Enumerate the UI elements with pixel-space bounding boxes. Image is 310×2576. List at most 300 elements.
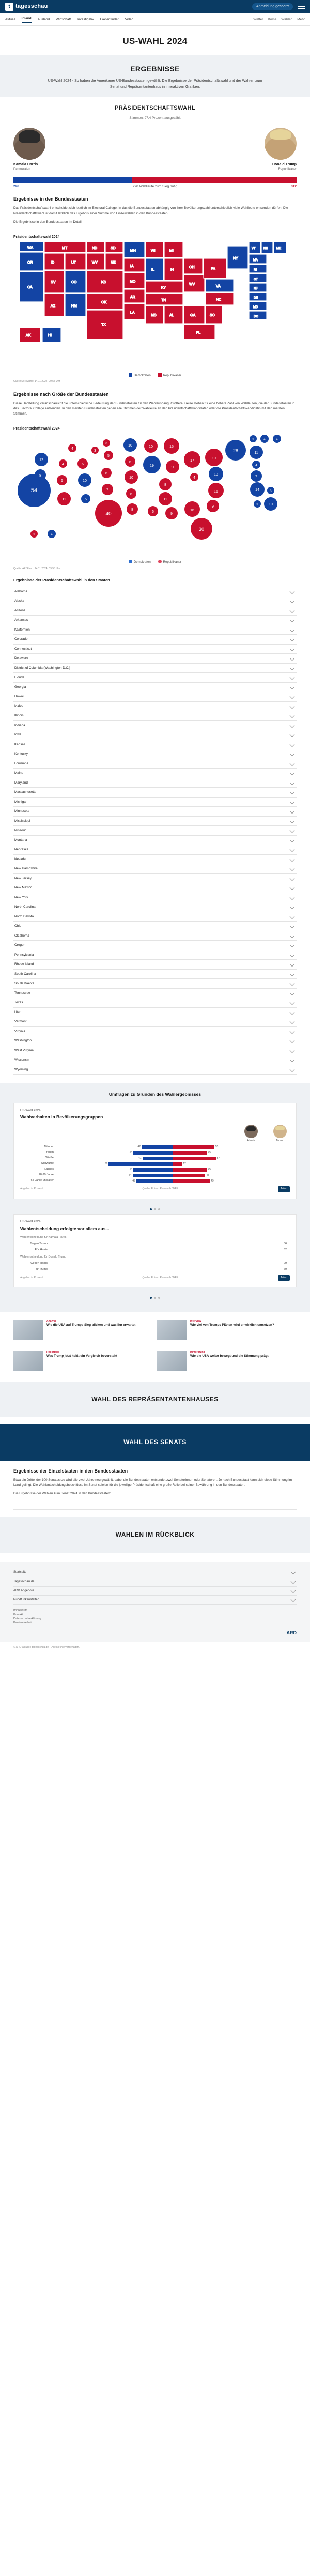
state-name: Tennessee (14, 991, 30, 995)
svg-text:SC: SC (210, 313, 215, 317)
menu-icon[interactable] (298, 5, 305, 9)
svg-text:54: 54 (30, 487, 38, 494)
svg-text:TX: TX (101, 323, 106, 327)
results-band-text: US-Wahl 2024 - So haben die Amerikaner US-Bundesstaaten gewählt: Die Ergebnisse der Präsidentschaftswahl und der Wahlen zum Senat und Repräsentantenhaus in interaktiven Grafiken. (48, 79, 262, 89)
state-name: New Mexico (14, 886, 33, 890)
state-name: Florida (14, 676, 25, 680)
svg-text:NJ: NJ (254, 287, 258, 290)
footer-link-startseite[interactable] (13, 1568, 297, 1577)
motivation-value: 29 (284, 1262, 287, 1265)
state-accordion-row[interactable] (13, 606, 297, 616)
chevron-down-icon (290, 713, 295, 718)
state-accordion-row[interactable] (13, 683, 297, 693)
chevron-down-icon (290, 962, 295, 967)
motivation-bar-row (20, 1262, 290, 1266)
survey-carousel-dots-2[interactable] (0, 1294, 310, 1303)
chevron-down-icon (290, 647, 295, 652)
svg-text:7: 7 (255, 474, 257, 479)
dem-value: 42 (137, 1145, 141, 1148)
svg-text:NY: NY (233, 256, 238, 260)
teaser-card[interactable] (13, 1351, 153, 1371)
dem-value: 86 (104, 1162, 108, 1166)
group-label: 65 Jahre und älter (30, 1179, 54, 1183)
majority-note: 270 Wahlleute zum Sieg nötig (132, 184, 178, 188)
chevron-down-icon (290, 819, 295, 824)
state-name: Utah (14, 1010, 22, 1014)
card2-footer (20, 1275, 290, 1281)
nav-item-investigativ[interactable]: Investigativ (77, 18, 94, 21)
footer-link-label: Tagesschau de (13, 1580, 35, 1583)
svg-text:11: 11 (254, 451, 258, 455)
nav-item-boerse[interactable]: Börse (268, 18, 277, 21)
state-accordion-row[interactable] (13, 950, 297, 960)
state-accordion-row[interactable] (13, 654, 297, 664)
svg-text:3: 3 (270, 489, 272, 493)
teaser-card[interactable] (157, 1320, 297, 1340)
state-name: Virginia (14, 1029, 25, 1033)
state-accordion-row[interactable] (13, 711, 297, 721)
legend-item-rep: Republikaner (158, 373, 181, 378)
rep-bar (173, 1168, 207, 1172)
chevron-down-icon (290, 981, 295, 986)
state-accordion-row[interactable] (13, 989, 297, 999)
state-accordion-row[interactable] (13, 864, 297, 874)
card1-share-button[interactable]: Teilen (278, 1186, 290, 1192)
state-accordion-row[interactable] (13, 807, 297, 817)
svg-text:UT: UT (71, 260, 76, 265)
svg-text:MI: MI (169, 249, 174, 253)
state-accordion-row[interactable] (13, 778, 297, 788)
chevron-down-icon (290, 608, 295, 614)
nav-item-inland[interactable]: Inland (22, 16, 32, 23)
state-accordion-row[interactable] (13, 826, 297, 836)
harris-portrait (13, 128, 45, 160)
state-accordion-row[interactable] (13, 1017, 297, 1027)
chevron-down-icon (290, 1019, 295, 1024)
nav-item-video[interactable]: Video (125, 18, 134, 21)
footer-link-label: ARD Angebote (13, 1589, 34, 1592)
state-accordion-row[interactable] (13, 960, 297, 970)
footer-sublink-kontakt[interactable]: Kontakt (13, 1613, 23, 1616)
svg-text:3: 3 (94, 449, 96, 453)
chevron-down-icon (290, 1000, 295, 1005)
svg-text:RI: RI (254, 268, 257, 272)
svg-text:KS: KS (101, 280, 106, 284)
chevron-down-icon (290, 771, 295, 776)
svg-text:4: 4 (62, 462, 64, 466)
state-name: Pennsylvania (14, 953, 34, 957)
svg-text:6: 6 (61, 479, 63, 483)
svg-text:10: 10 (269, 502, 273, 507)
card1-kicker: US-Wahl 2024 (20, 1109, 41, 1112)
state-accordion-row[interactable] (13, 740, 297, 750)
chevron-down-icon (290, 666, 295, 671)
svg-text:DC: DC (254, 315, 258, 318)
bubble-paragraph-1: Diese Darstellung veranschaulicht die unterschiedliche Bedeutung der Bundesstaaten für den Wahlausgang: Größere Kreise stehen für eine höhere Zahl von Wahlleuten, die der Bundesstaaten in das Electoral College entsenden. In den meisten Bundesstaaten gehen alle Stimmen der Wahlleute an den Präsidentschaftskandidaten oder die Präsidentschaftskandidatin mit den meisten Stimmen. (13, 401, 295, 416)
bubble-legend (0, 557, 310, 566)
state-accordion-row[interactable] (13, 931, 297, 941)
state-accordion-row[interactable] (13, 979, 297, 989)
state-name: West Virginia (14, 1048, 34, 1052)
svg-text:4: 4 (264, 438, 266, 441)
dem-value: 53 (129, 1151, 133, 1154)
state-accordion-row[interactable] (13, 902, 297, 912)
state-accordion-row[interactable] (13, 788, 297, 798)
state-accordion-row[interactable] (13, 883, 297, 893)
state-accordion-row[interactable] (13, 635, 297, 645)
teaser-tag: Analyse (47, 1319, 57, 1323)
state-accordion-row[interactable] (13, 692, 297, 702)
teaser-title: Wie die USA weiter bewegt und die Stimmung prägt (190, 1354, 269, 1358)
svg-text:HI: HI (48, 333, 52, 338)
state-name: Louisiana (14, 761, 28, 765)
svg-text:CO: CO (71, 280, 77, 284)
dem-bar (136, 1179, 173, 1183)
svg-text:40: 40 (105, 511, 112, 517)
chevron-down-icon (290, 732, 295, 738)
svg-text:ND: ND (92, 246, 98, 250)
state-accordion-row[interactable] (13, 645, 297, 654)
us-state-map-svg (9, 241, 301, 370)
svg-text:8: 8 (131, 508, 133, 512)
group-bar-row (20, 1173, 290, 1177)
senate-section-band: WAHL DES SENATS (0, 1424, 310, 1460)
state-accordion-row[interactable] (13, 922, 297, 931)
trump-party: Republikaner (278, 168, 297, 172)
state-name: Rhode Island (14, 962, 34, 967)
svg-text:9: 9 (171, 512, 173, 516)
login-pill[interactable] (252, 3, 293, 10)
footer-link-ard-angebote[interactable] (13, 1587, 297, 1596)
svg-text:NM: NM (71, 304, 77, 308)
state-name: Kalifornien (14, 627, 30, 632)
svg-text:MO: MO (130, 280, 136, 284)
chevron-down-icon (290, 1048, 295, 1053)
svg-text:11: 11 (171, 465, 175, 469)
state-accordion-row[interactable] (13, 749, 297, 759)
group-label: Männer (44, 1145, 54, 1148)
state-name: Kentucky (14, 752, 28, 756)
state-accordion-row[interactable] (13, 798, 297, 807)
footer-sublink-barrierefreiheit[interactable]: Barrierefreiheit (13, 1621, 33, 1624)
state-accordion-row[interactable] (13, 769, 297, 778)
footer-sublink-impressum[interactable]: Impressum (13, 1608, 28, 1612)
state-accordion-row[interactable] (13, 1027, 297, 1037)
svg-text:NV: NV (51, 280, 56, 284)
teaser-tag: Reportage (47, 1350, 59, 1354)
survey-carousel-dots-1[interactable] (0, 1205, 310, 1215)
state-accordion-row[interactable] (13, 912, 297, 922)
svg-text:VT: VT (252, 247, 256, 250)
svg-text:NC: NC (216, 298, 222, 302)
dem-bar (133, 1151, 173, 1155)
svg-text:MD: MD (253, 305, 258, 309)
teaser-thumbnail (13, 1320, 43, 1340)
svg-text:4: 4 (276, 438, 278, 441)
state-accordion-row[interactable] (13, 616, 297, 625)
motivation-label: Gegen Trump (30, 1242, 48, 1246)
group-bars (56, 1179, 290, 1183)
state-name: Texas (14, 1001, 23, 1005)
candidate-harris (13, 128, 155, 172)
svg-text:MN: MN (130, 249, 136, 253)
page-title: US-WAHL 2024 (122, 36, 188, 47)
card1-head-harris: Harris (244, 1125, 258, 1143)
teaser-tag: Hintergrund (190, 1350, 205, 1354)
state-name: Missouri (14, 829, 27, 833)
state-name: Washington (14, 1039, 32, 1043)
svg-text:19: 19 (212, 456, 216, 461)
state-accordion-row[interactable] (13, 721, 297, 731)
group-bars (56, 1162, 290, 1166)
state-name: Delaware (14, 656, 28, 661)
chevron-down-icon (290, 637, 295, 642)
group-bar-row (20, 1162, 290, 1166)
copyright: © ARD-aktuell / tagesschau.de – Alle Rechte vorbehalten. (13, 1645, 80, 1649)
svg-text:FL: FL (196, 331, 201, 335)
nav-item-wetter[interactable]: Wetter (253, 18, 264, 21)
svg-text:MS: MS (151, 313, 157, 317)
chevron-down-icon (290, 599, 295, 604)
results-band-title: ERGEBNISSE (130, 65, 180, 73)
state-name: Nevada (14, 857, 26, 861)
state-accordion-row[interactable] (13, 1036, 297, 1046)
state-accordion-row[interactable] (13, 845, 297, 855)
map-paragraph-2: Die Ergebnisse in den Bundesstaaten im Detail: (13, 220, 83, 224)
state-list-title: Ergebnisse der Präsidentschaftswahl in den Staaten (13, 577, 110, 582)
state-accordion-row[interactable] (13, 1055, 297, 1065)
chevron-down-icon (290, 790, 295, 795)
state-accordion-row[interactable] (13, 664, 297, 673)
state-accordion-row[interactable] (13, 855, 297, 865)
candidates-row (0, 125, 310, 172)
footer-link-rundfunkanstalten[interactable] (13, 1596, 297, 1605)
bubble-legend-dem: Demokraten (129, 560, 151, 565)
nav-item-faktenfinder[interactable]: Faktenfinder (100, 18, 119, 21)
map-paragraph-1: Das Präsidentschaftswahl entscheidet sich letztlich im Electoral College. In das die Bundesstaaten abhängig von ihrer Bevölkerungszahl unterschiedlich viele Wahlleute entsenden dürfen. Die Präsidentschaftswahl ist damit letztlich das Ergebnis einer Summe von Einzelwahlen in den Bundesstaaten. (13, 206, 288, 216)
rep-bar (173, 1157, 216, 1160)
svg-text:IN: IN (170, 268, 174, 272)
state-name: Nebraska (14, 848, 28, 852)
svg-text:6: 6 (129, 460, 131, 464)
motivation-label: Gegen Harris (30, 1262, 48, 1265)
rep-bar (173, 1151, 207, 1155)
svg-text:8: 8 (39, 473, 41, 478)
harris-name: Kamala Harris (13, 163, 38, 167)
survey-card-motivation (13, 1214, 297, 1287)
state-accordion-row[interactable] (13, 970, 297, 979)
chevron-down-icon (290, 953, 295, 958)
us-state-map[interactable] (9, 241, 301, 370)
state-name: Maine (14, 771, 24, 775)
motivation-bar-row (20, 1242, 290, 1246)
chevron-down-icon (290, 876, 295, 881)
svg-text:GA: GA (190, 313, 196, 317)
motivation-value: 36 (284, 1242, 287, 1246)
results-band (0, 55, 310, 97)
card2-kicker: US-Wahl 2024 (20, 1220, 41, 1224)
footer-link-label: Startseite (13, 1571, 27, 1574)
state-name: Georgia (14, 685, 26, 689)
ard-logo: ARD (286, 1630, 297, 1635)
bubble-text-block (0, 384, 310, 423)
state-accordion-row[interactable] (13, 893, 297, 903)
state-name: Mississippi (14, 819, 30, 823)
chevron-down-icon (290, 694, 295, 699)
trump-electors: 312 (291, 184, 297, 188)
teaser-title: Wie die USA auf Trumps Sieg blicken und was ihn erwartet (47, 1323, 136, 1327)
state-accordion-row[interactable] (13, 730, 297, 740)
svg-text:3: 3 (256, 503, 258, 507)
svg-text:5: 5 (107, 454, 110, 458)
chevron-down-icon (290, 933, 295, 939)
rep-bar (173, 1179, 210, 1183)
chevron-down-icon (290, 924, 295, 929)
rep-bar (173, 1162, 182, 1166)
chevron-down-icon (290, 1029, 295, 1034)
svg-text:8: 8 (164, 483, 166, 487)
state-accordion-row[interactable] (13, 836, 297, 846)
dem-value: 49 (132, 1179, 135, 1183)
svg-text:3: 3 (252, 438, 254, 441)
chevron-down-icon (290, 1067, 295, 1072)
svg-text:VA: VA (216, 284, 221, 288)
card2-share-button[interactable]: Teilen (278, 1275, 290, 1281)
survey-band-title: Umfragen zu Gründen des Wahlergebnisses (109, 1092, 202, 1097)
state-accordion-row[interactable] (13, 1065, 297, 1075)
group-bars (56, 1174, 290, 1177)
state-name: Ohio (14, 924, 22, 928)
state-accordion-row[interactable] (13, 625, 297, 635)
chevron-down-icon (290, 1038, 295, 1044)
state-name: Michigan (14, 800, 28, 804)
svg-text:ME: ME (276, 247, 281, 250)
chevron-down-icon (290, 885, 295, 891)
chevron-down-icon (290, 618, 295, 623)
bubble-chart-svg (9, 433, 301, 557)
state-name: Alabama (14, 589, 27, 593)
state-accordion-row[interactable] (13, 874, 297, 884)
state-accordion-row[interactable] (13, 1046, 297, 1056)
state-name: Illinois (14, 714, 24, 718)
svg-text:14: 14 (255, 488, 259, 492)
closing-paragraph-2: Die Ergebnisse der Wahlen zum Senat 2024 in den Bundesstaaten: (13, 1492, 111, 1496)
chevron-down-icon (290, 857, 295, 862)
state-accordion-row[interactable] (13, 759, 297, 769)
group-label: Frauen (44, 1151, 54, 1154)
rep-value: 12 (183, 1162, 186, 1166)
card2-note: Angaben in Prozent (20, 1276, 43, 1279)
chevron-down-icon (290, 761, 295, 766)
chevron-down-icon (290, 800, 295, 805)
svg-text:PA: PA (211, 267, 215, 271)
state-name: Minnesota (14, 809, 30, 814)
footer-sublink-datenschutz[interactable]: Datenschutzerklärung (13, 1617, 41, 1620)
footer-link-label: Rundfunkanstalten (13, 1598, 40, 1602)
state-accordion-row[interactable] (13, 702, 297, 712)
card1-title: Wahlverhalten in Bevölkerungsgruppen (20, 1114, 103, 1120)
svg-text:10: 10 (128, 443, 132, 448)
rep-value: 45 (208, 1151, 211, 1154)
svg-text:MT: MT (62, 246, 68, 250)
state-accordion-row[interactable] (13, 817, 297, 826)
group-bars (56, 1151, 290, 1155)
state-accordion-row[interactable] (13, 941, 297, 950)
motivation-bar-row (20, 1248, 290, 1252)
brand-logo[interactable] (5, 3, 48, 11)
electoral-bar-dem (13, 177, 132, 183)
chevron-down-icon (290, 828, 295, 833)
chevron-down-icon (290, 675, 295, 680)
state-accordion-row[interactable] (13, 673, 297, 683)
svg-text:6: 6 (82, 462, 84, 466)
rep-value: 43 (206, 1173, 209, 1177)
bubble-chart-caption: Präsidentschaftswahl 2024 (13, 426, 60, 431)
chevron-down-icon (290, 780, 295, 786)
card2-source: Quelle: Edison Research / NEP (142, 1276, 179, 1279)
card1-candidate-heads (20, 1125, 290, 1143)
teaser-tag: Interview (190, 1319, 202, 1323)
teaser-card[interactable] (13, 1320, 153, 1340)
card2-title: Wahlentscheidung erfolgte vor allem aus... (20, 1225, 110, 1231)
svg-text:CT: CT (254, 278, 258, 281)
nav-item-ausland[interactable]: Ausland (37, 18, 50, 21)
rep-bar (173, 1174, 205, 1177)
state-name: Indiana (14, 723, 25, 727)
teaser-card[interactable] (157, 1351, 297, 1371)
svg-text:4: 4 (71, 447, 73, 451)
state-accordion-row[interactable] (13, 1008, 297, 1018)
footer-link-tagesschau[interactable] (13, 1577, 297, 1587)
state-accordion-row[interactable] (13, 587, 297, 597)
nav-item-mehr[interactable]: Mehr (297, 18, 305, 21)
nav-item-aktuell[interactable]: Aktuell (5, 18, 16, 21)
brand-mark: t (5, 3, 13, 11)
chevron-down-icon (290, 991, 295, 996)
svg-text:MA: MA (253, 258, 258, 262)
nav-item-wahlen[interactable]: Wahlen (281, 18, 293, 21)
svg-text:CA: CA (27, 285, 33, 289)
svg-text:11: 11 (62, 497, 66, 501)
electoral-bubble-chart[interactable] (9, 433, 301, 557)
nav-item-wirtschaft[interactable]: Wirtschaft (56, 18, 71, 21)
svg-text:10: 10 (83, 479, 87, 483)
chevron-down-icon (290, 895, 295, 900)
state-name: Alaska (14, 599, 24, 603)
footer-sublinks (13, 1605, 297, 1626)
motivation-value: 62 (284, 1248, 287, 1252)
survey-band (0, 1083, 310, 1312)
card2-sub2: Wahlentscheidung für Donald Trump (20, 1255, 67, 1259)
harris-party: Demokraten (13, 168, 30, 172)
state-name: North Dakota (14, 914, 34, 918)
svg-text:10: 10 (129, 476, 133, 480)
footer (0, 1562, 310, 1642)
state-accordion-row[interactable] (13, 596, 297, 606)
state-accordion (13, 587, 297, 1075)
candidate-trump (155, 128, 297, 172)
svg-text:13: 13 (214, 472, 218, 477)
legend-item-dem: Demokraten (129, 373, 151, 378)
motivation-label: Für Harris (35, 1248, 48, 1252)
group-bar-row (20, 1156, 290, 1160)
state-name: Idaho (14, 704, 23, 708)
bubble-credit: Quelle: AP/Stand: 14.11.2024, 09:55 Uhr (13, 566, 60, 570)
dem-bar (109, 1162, 173, 1166)
state-accordion-row[interactable] (13, 998, 297, 1008)
chevron-down-icon (290, 656, 295, 661)
map-legend (0, 370, 310, 379)
